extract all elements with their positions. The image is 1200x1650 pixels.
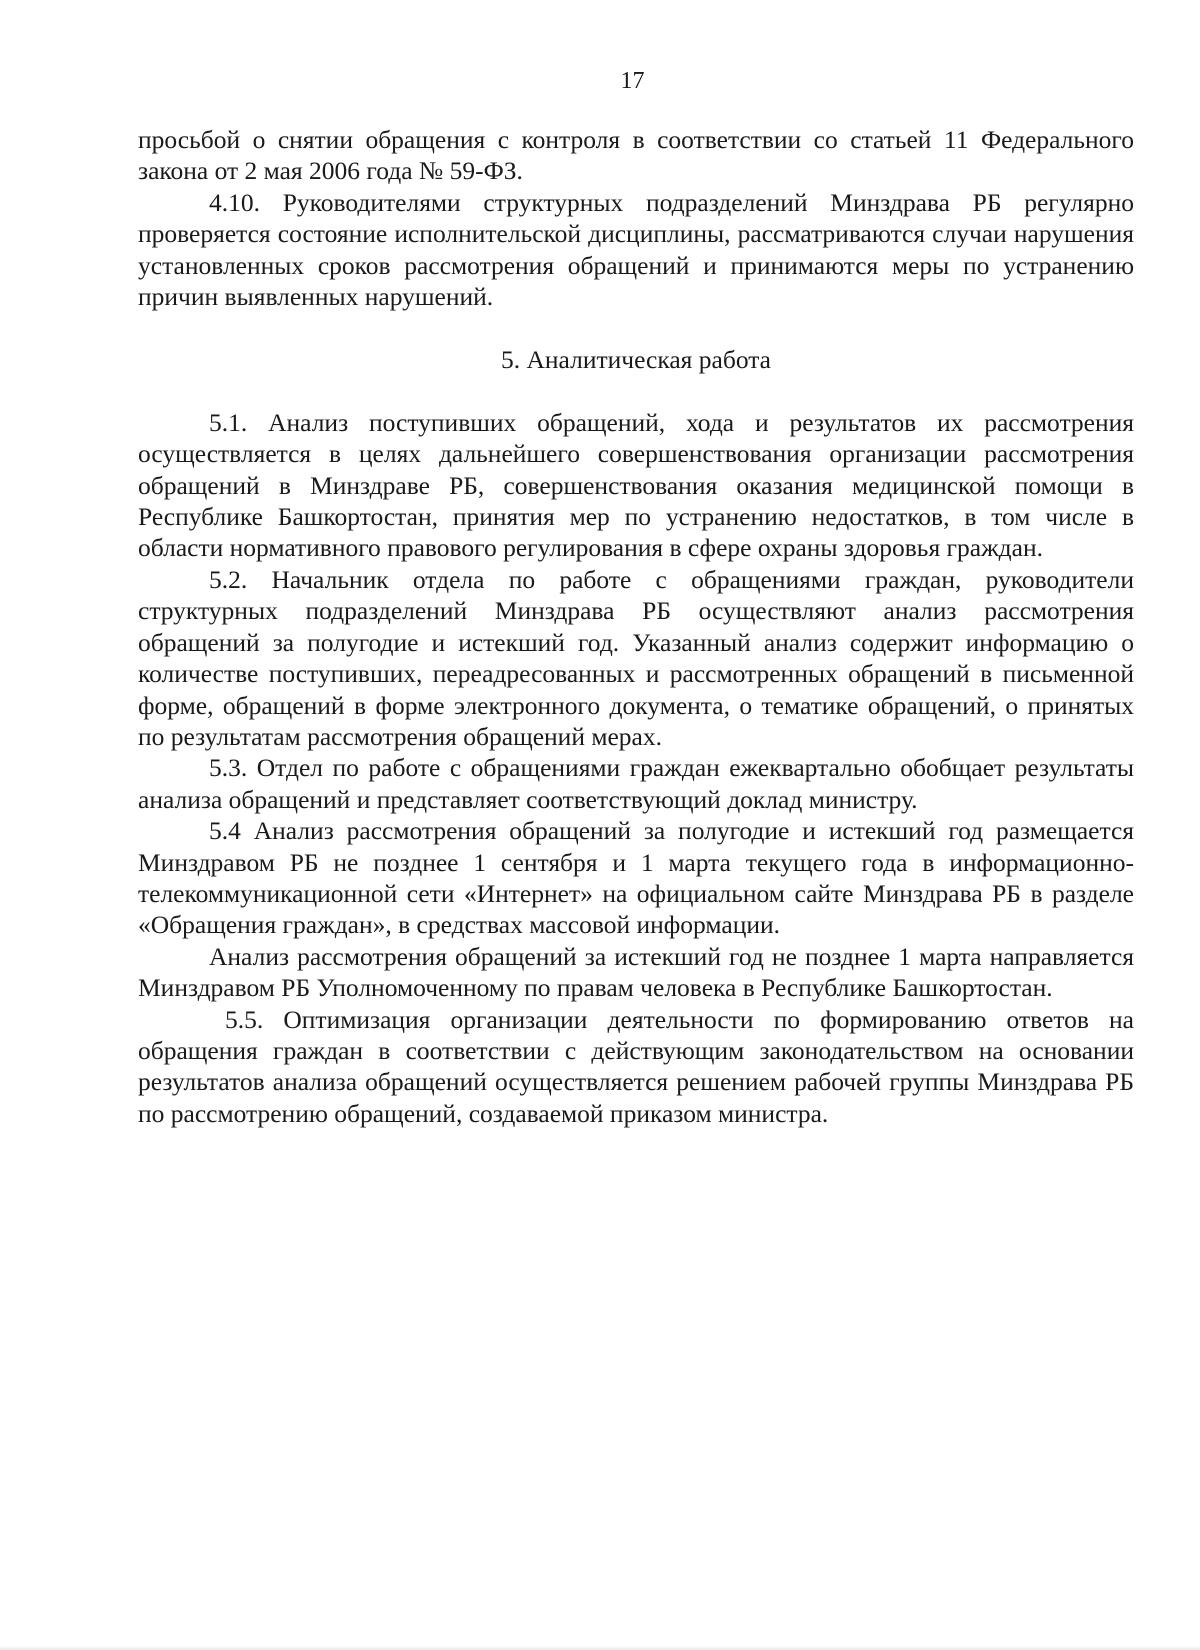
paragraph-5-5: 5.5. Оптимизация организации деятельности по формированию ответов на обращения граждан в соответствии с действующим законодательством на основании результатов анализа обращений осуществляется решением рабочей группы Минздрава РБ по рассмотрению обращений, создаваемой приказом министра. — [138, 1004, 1134, 1128]
scan-bottom-edge — [0, 1646, 1200, 1650]
page-number: 17 — [620, 68, 645, 94]
paragraph-5-4-continued: Анализ рассмотрения обращений за истекший год не позднее 1 марта направляется Минздравом РБ Уполномоченному по правам человека в Республике Башкортостан. — [138, 941, 1134, 1003]
paragraph-5-3: 5.3. Отдел по работе с обращениями граждан ежеквартально обобщает результаты анализа обращений и представляет соответствующий доклад министру. — [138, 753, 1134, 814]
paragraph-5-2: 5.2. Начальник отдела по работе с обращениями граждан, руководители структурных подразделений Минздрава РБ осуществляют анализ рассмотрения обращений за полугодие и истекший год. Указанный анализ содержит информацию о количестве поступивших, переадресованных и рассмотренных обращений в письменной форме, обращений в форме электронного документа, о тематике обращений, о принятых по результатам рассмотрения обращений мерах. — [138, 564, 1134, 751]
paragraph-continuation: просьбой о снятии обращения с контроля в соответствии со статьей 11 Федерального закона от 2 мая 2006 года № 59-ФЗ. — [138, 125, 1134, 186]
paragraph-4-10: 4.10. Руководителями структурных подразделений Минздрава РБ регулярно проверяется состояние исполнительской дисциплины, рассматриваются случаи нарушения установленных сроков рассмотрения обращений и принимаются меры по устранению причин выявленных нарушений. — [138, 187, 1134, 312]
paragraph-5-4: 5.4 Анализ рассмотрения обращений за полугодие и истекший год размещается Минздравом РБ не позднее 1 сентября и 1 марта текущего года в информационно-телекоммуникационной сети «Интернет» на официальном сайте Минздрава РБ в разделе «Обращения граждан», в средствах массовой информации. — [138, 816, 1134, 940]
section-heading: 5. Аналитическая работа — [500, 345, 772, 375]
document-body — [138, 124, 1134, 1129]
paragraph-5-1: 5.1. Анализ поступивших обращений, хода и результатов их рассмотрения осуществляется в целях дальнейшего совершенствования организации рассмотрения обращений в Минздраве РБ, совершенствования оказания медицинской помощи в Республике Башкортостан, принятия мер по устранению недостатков, в том числе в области нормативного правового регулирования в сфере охраны здоровья граждан. — [138, 407, 1134, 563]
